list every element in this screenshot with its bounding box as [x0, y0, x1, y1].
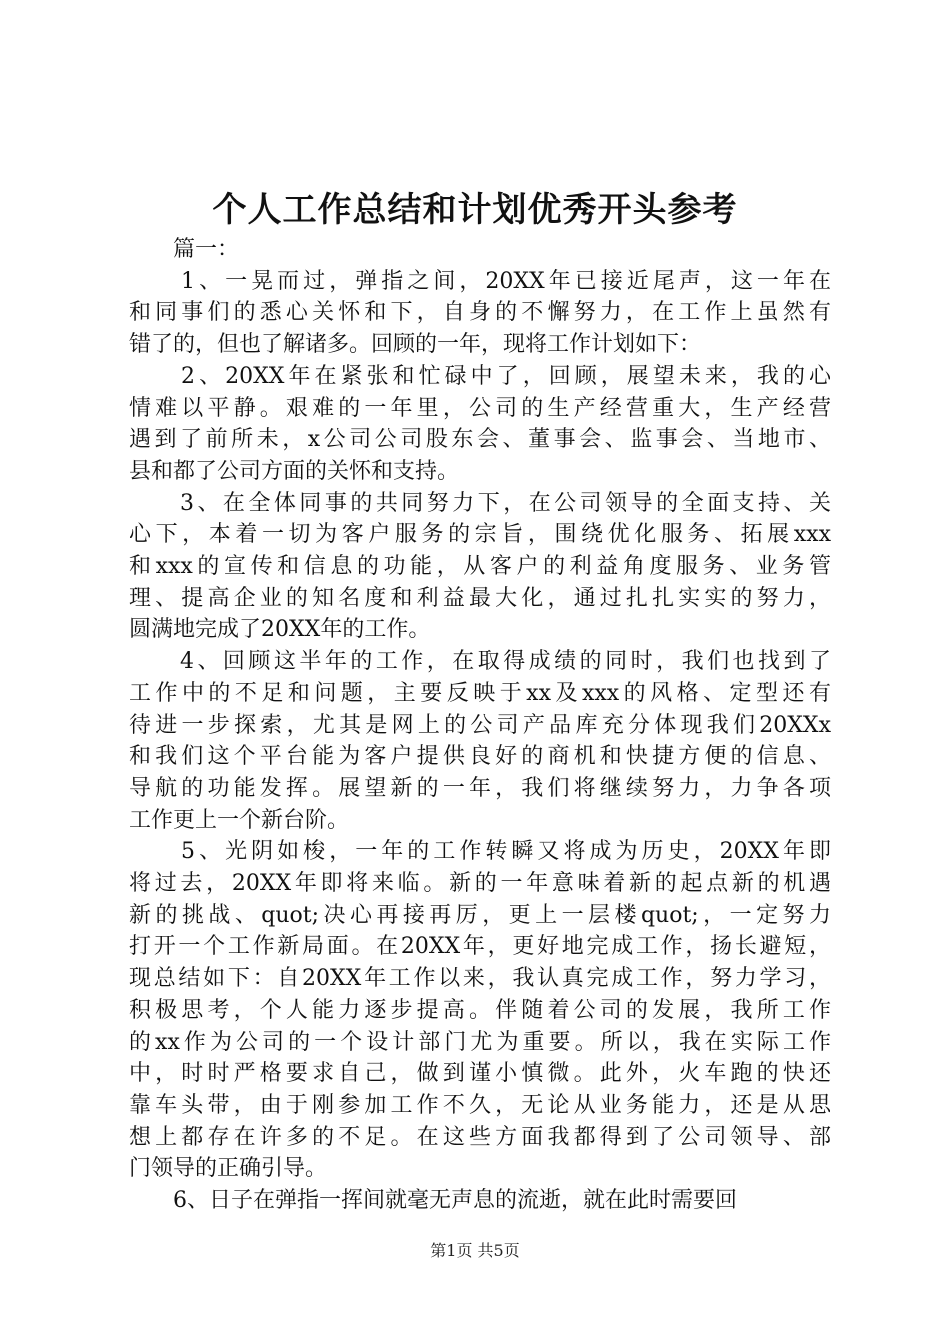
body-line: 错了的，但也了解诸多。回顾的一年，现将工作计划如下：: [129, 332, 702, 358]
body-line: 和同事们的悉心关怀和下，自身的不懈努力，在工作上虽然有: [129, 300, 831, 326]
body-line: 的xx作为公司的一个设计部门尤为重要。所以，我在实际工作: [129, 1029, 831, 1055]
body-line: 靠车头带，由于刚参加工作不久，无论从业务能力，还是从思: [129, 1092, 831, 1118]
body-line: 4、回顾这半年的工作，在取得成绩的同时，我们也找到了: [129, 649, 831, 675]
body-line: 导航的功能发挥。展望新的一年，我们将继续努力，力争各项: [129, 775, 831, 801]
body-line: 情难以平静。艰难的一年里，公司的生产经营重大，生产经营: [129, 395, 831, 421]
page-footer: 第1页 共5页: [430, 1241, 520, 1260]
body-line: 3、在全体同事的共同努力下，在公司领导的全面支持、关: [129, 490, 831, 516]
body-line: 圆满地完成了20XX年的工作。: [129, 617, 431, 643]
body-line: 县和都了公司方面的关怀和支持。: [129, 458, 460, 484]
body-line: 5、光阴如梭，一年的工作转瞬又将成为历史，20XX年即: [129, 839, 831, 865]
body-line: 遇到了前所未，x公司公司股东会、董事会、监事会、当地市、: [129, 427, 831, 453]
body-line: 想上都存在许多的不足。在这些方面我都得到了公司领导、部: [129, 1124, 831, 1150]
body-line: 现总结如下：自20XX年工作以来，我认真完成工作，努力学习，: [129, 966, 831, 992]
body-line: 将过去，20XX年即将来临。新的一年意味着新的起点新的机遇: [129, 871, 831, 896]
body-line: 工作更上一个新台阶。: [129, 807, 350, 833]
body-line: 门领导的正确引导。: [129, 1156, 328, 1182]
body-line: 心下，本着一切为客户服务的宗旨，围绕优化服务、拓展xxx: [129, 522, 831, 548]
body-line: 中，时时严格要求自己，做到谨小慎微。此外，火车跑的快还: [129, 1061, 831, 1087]
body-line: 理、提高企业的知名度和利益最大化，通过扎扎实实的努力，: [129, 585, 831, 611]
body-line: 和xxx的宣传和信息的功能，从客户的利益角度服务、业务管: [129, 554, 831, 579]
body-line: 1、一晃而过，弹指之间，20XX年已接近尾声，这一年在: [129, 268, 831, 294]
body-line: 积极思考，个人能力逐步提高。伴随着公司的发展，我所工作: [129, 997, 831, 1023]
body-line: 待进一步探索，尤其是网上的公司产品库充分体现我们20XXx: [129, 712, 831, 738]
body-line: 工作中的不足和问题，主要反映于xx及xxx的风格、定型还有: [129, 680, 831, 706]
body-line: 新的挑战、quot;决心再接再厉，更上一层楼quot;，一定努力: [129, 902, 831, 928]
document-title: 个人工作总结和计划优秀开头参考: [212, 190, 738, 230]
body-line: 打开一个工作新局面。在20XX年，更好地完成工作，扬长避短，: [129, 934, 831, 960]
body-line: 2、20XX年在紧张和忙碌中了，回顾，展望未来，我的心: [129, 363, 831, 389]
body-line: 6、日子在弹指一挥间就毫无声息的流逝，就在此时需要回: [129, 1188, 737, 1213]
body-line: 篇一：: [129, 237, 240, 262]
body-line: 和我们这个平台能为客户提供良好的商机和快捷方便的信息、: [129, 744, 831, 770]
